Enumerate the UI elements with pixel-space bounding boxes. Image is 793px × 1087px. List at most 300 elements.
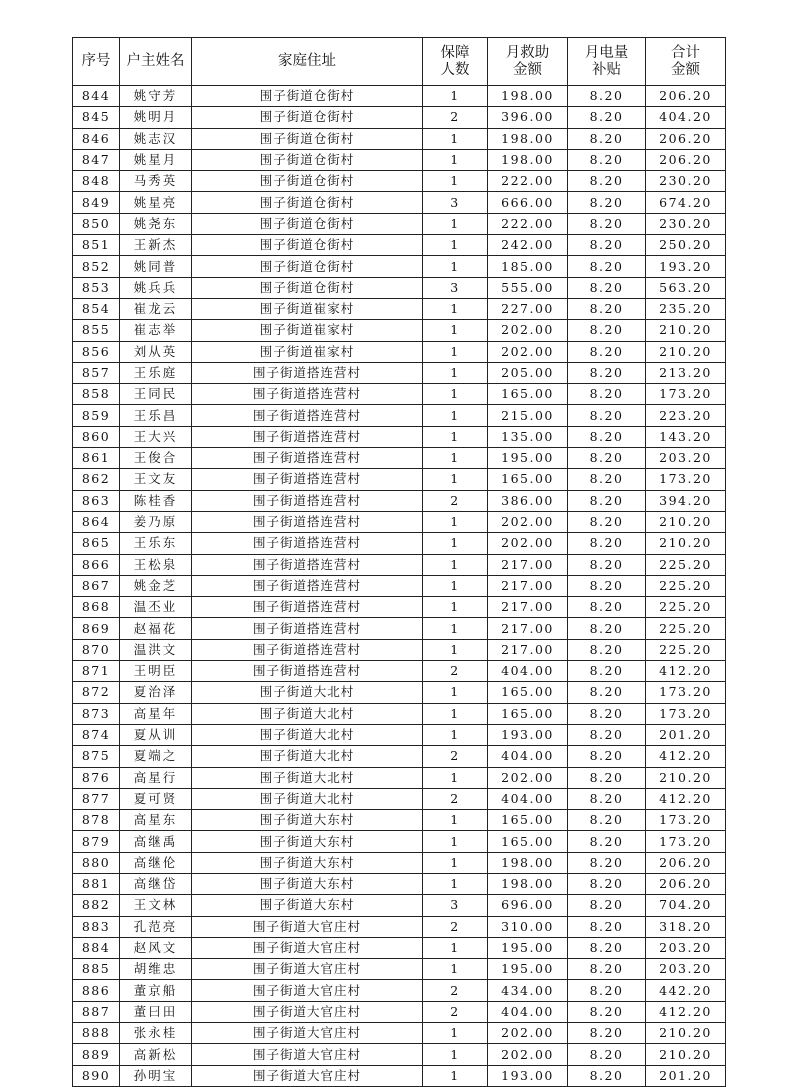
cell-address: 围子街道大官庄村 (192, 937, 423, 958)
table-row (73, 1001, 726, 1022)
cell-name: 温洪文 (120, 639, 192, 660)
cell-index: 856 (73, 341, 120, 362)
cell-name: 王新杰 (120, 235, 192, 256)
cell-elec: 8.20 (568, 213, 646, 234)
cell-address: 围子街道崔家村 (192, 298, 423, 319)
cell-aid: 217.00 (488, 554, 568, 575)
cell-aid: 202.00 (488, 511, 568, 532)
table-row (73, 192, 726, 213)
cell-persons: 1 (423, 810, 488, 831)
table-row (73, 128, 726, 149)
cell-total: 213.20 (646, 362, 726, 383)
cell-name: 姚星月 (120, 149, 192, 170)
cell-total: 225.20 (646, 575, 726, 596)
table-row (73, 171, 726, 192)
cell-elec: 8.20 (568, 149, 646, 170)
cell-persons: 1 (423, 767, 488, 788)
cell-index: 844 (73, 86, 120, 107)
cell-elec: 8.20 (568, 597, 646, 618)
cell-aid: 198.00 (488, 86, 568, 107)
cell-aid: 404.00 (488, 661, 568, 682)
cell-address: 围子街道仓街村 (192, 235, 423, 256)
cell-total: 210.20 (646, 1023, 726, 1044)
cell-address: 围子街道大东村 (192, 831, 423, 852)
cell-persons: 1 (423, 341, 488, 362)
cell-name: 高继伦 (120, 852, 192, 873)
cell-total: 210.20 (646, 1044, 726, 1065)
cell-aid: 198.00 (488, 873, 568, 894)
cell-total: 412.20 (646, 1001, 726, 1022)
cell-elec: 8.20 (568, 256, 646, 277)
cell-aid: 202.00 (488, 320, 568, 341)
header-aid-line1: 月救助 (505, 44, 550, 61)
cell-address: 围子街道搭连营村 (192, 362, 423, 383)
cell-elec: 8.20 (568, 469, 646, 490)
cell-name: 陈桂香 (120, 490, 192, 511)
cell-persons: 3 (423, 895, 488, 916)
cell-total: 143.20 (646, 426, 726, 447)
cell-total: 250.20 (646, 235, 726, 256)
cell-total: 173.20 (646, 384, 726, 405)
cell-index: 866 (73, 554, 120, 575)
cell-name: 王俊合 (120, 448, 192, 469)
cell-index: 876 (73, 767, 120, 788)
cell-aid: 195.00 (488, 959, 568, 980)
cell-persons: 1 (423, 256, 488, 277)
cell-index: 882 (73, 895, 120, 916)
cell-index: 861 (73, 448, 120, 469)
cell-address: 围子街道搭连营村 (192, 469, 423, 490)
cell-index: 849 (73, 192, 120, 213)
cell-total: 225.20 (646, 597, 726, 618)
cell-aid: 386.00 (488, 490, 568, 511)
table-row (73, 831, 726, 852)
cell-aid: 165.00 (488, 682, 568, 703)
cell-aid: 195.00 (488, 448, 568, 469)
cell-address: 围子街道大官庄村 (192, 1065, 423, 1086)
cell-address: 围子街道大北村 (192, 746, 423, 767)
table-row (73, 767, 726, 788)
cell-address: 围子街道大东村 (192, 810, 423, 831)
cell-persons: 1 (423, 597, 488, 618)
cell-elec: 8.20 (568, 490, 646, 511)
cell-total: 210.20 (646, 341, 726, 362)
table-row (73, 852, 726, 873)
cell-aid: 193.00 (488, 724, 568, 745)
cell-aid: 242.00 (488, 235, 568, 256)
cell-address: 围子街道搭连营村 (192, 639, 423, 660)
cell-persons: 1 (423, 575, 488, 596)
cell-name: 王明臣 (120, 661, 192, 682)
table-row (73, 959, 726, 980)
cell-address: 围子街道仓街村 (192, 149, 423, 170)
cell-address: 围子街道搭连营村 (192, 661, 423, 682)
cell-aid: 198.00 (488, 149, 568, 170)
cell-index: 854 (73, 298, 120, 319)
header-name: 户主姓名 (120, 38, 192, 86)
cell-total: 225.20 (646, 618, 726, 639)
cell-total: 206.20 (646, 86, 726, 107)
cell-name: 王乐东 (120, 533, 192, 554)
cell-persons: 1 (423, 682, 488, 703)
header-persons-line1: 保障 (440, 44, 470, 61)
header-address: 家庭住址 (192, 38, 423, 86)
cell-aid: 165.00 (488, 384, 568, 405)
cell-address: 围子街道仓街村 (192, 128, 423, 149)
cell-name: 姚尧东 (120, 213, 192, 234)
header-index: 序号 (73, 38, 120, 86)
cell-name: 董京船 (120, 980, 192, 1001)
cell-aid: 165.00 (488, 469, 568, 490)
table-row (73, 746, 726, 767)
cell-index: 859 (73, 405, 120, 426)
header-persons (423, 38, 488, 86)
table-row (73, 639, 726, 660)
cell-name: 夏治泽 (120, 682, 192, 703)
table-row (73, 533, 726, 554)
cell-persons: 1 (423, 831, 488, 852)
cell-aid: 696.00 (488, 895, 568, 916)
cell-address: 围子街道搭连营村 (192, 384, 423, 405)
cell-total: 318.20 (646, 916, 726, 937)
header-elec-line1: 月电量 (584, 44, 629, 61)
cell-persons: 1 (423, 703, 488, 724)
header-total-line2: 金额 (671, 61, 700, 78)
cell-persons: 1 (423, 724, 488, 745)
cell-name: 王乐昌 (120, 405, 192, 426)
cell-name: 王乐庭 (120, 362, 192, 383)
cell-aid: 217.00 (488, 597, 568, 618)
cell-aid: 165.00 (488, 703, 568, 724)
table-row (73, 448, 726, 469)
cell-name: 王大兴 (120, 426, 192, 447)
cell-persons: 1 (423, 852, 488, 873)
cell-name: 姚志汉 (120, 128, 192, 149)
cell-persons: 1 (423, 1044, 488, 1065)
cell-elec: 8.20 (568, 1065, 646, 1086)
cell-persons: 2 (423, 661, 488, 682)
cell-total: 206.20 (646, 128, 726, 149)
cell-total: 404.20 (646, 107, 726, 128)
cell-elec: 8.20 (568, 384, 646, 405)
cell-total: 394.20 (646, 490, 726, 511)
cell-total: 206.20 (646, 149, 726, 170)
cell-address: 围子街道崔家村 (192, 341, 423, 362)
cell-address: 围子街道大官庄村 (192, 1023, 423, 1044)
cell-elec: 8.20 (568, 362, 646, 383)
cell-persons: 1 (423, 320, 488, 341)
cell-name: 赵风文 (120, 937, 192, 958)
cell-name: 温丕业 (120, 597, 192, 618)
cell-aid: 205.00 (488, 362, 568, 383)
cell-elec: 8.20 (568, 171, 646, 192)
cell-total: 210.20 (646, 320, 726, 341)
cell-elec: 8.20 (568, 916, 646, 937)
cell-name: 王文林 (120, 895, 192, 916)
relief-table (72, 37, 726, 1087)
cell-aid: 202.00 (488, 533, 568, 554)
cell-address: 围子街道搭连营村 (192, 448, 423, 469)
cell-address: 围子街道搭连营村 (192, 490, 423, 511)
cell-aid: 227.00 (488, 298, 568, 319)
cell-index: 889 (73, 1044, 120, 1065)
cell-elec: 8.20 (568, 937, 646, 958)
cell-total: 412.20 (646, 661, 726, 682)
cell-persons: 3 (423, 192, 488, 213)
cell-total: 173.20 (646, 810, 726, 831)
cell-index: 869 (73, 618, 120, 639)
cell-aid: 198.00 (488, 128, 568, 149)
cell-total: 206.20 (646, 852, 726, 873)
cell-index: 881 (73, 873, 120, 894)
cell-persons: 1 (423, 235, 488, 256)
cell-name: 孔范亮 (120, 916, 192, 937)
cell-aid: 217.00 (488, 618, 568, 639)
cell-persons: 1 (423, 1023, 488, 1044)
table-row (73, 86, 726, 107)
table-header (73, 38, 726, 86)
header-total (646, 38, 726, 86)
cell-persons: 1 (423, 1065, 488, 1086)
cell-name: 董曰田 (120, 1001, 192, 1022)
table-row (73, 511, 726, 532)
cell-name: 姚兵兵 (120, 277, 192, 298)
cell-index: 873 (73, 703, 120, 724)
cell-total: 674.20 (646, 192, 726, 213)
cell-name: 崔志举 (120, 320, 192, 341)
cell-index: 875 (73, 746, 120, 767)
cell-elec: 8.20 (568, 235, 646, 256)
cell-elec: 8.20 (568, 980, 646, 1001)
cell-name: 高星年 (120, 703, 192, 724)
cell-aid: 217.00 (488, 639, 568, 660)
cell-address: 围子街道大北村 (192, 767, 423, 788)
cell-address: 围子街道大东村 (192, 873, 423, 894)
cell-total: 203.20 (646, 937, 726, 958)
cell-name: 王文友 (120, 469, 192, 490)
cell-address: 围子街道大北村 (192, 788, 423, 809)
cell-address: 围子街道仓街村 (192, 107, 423, 128)
cell-persons: 1 (423, 533, 488, 554)
cell-elec: 8.20 (568, 661, 646, 682)
cell-index: 867 (73, 575, 120, 596)
cell-index: 885 (73, 959, 120, 980)
table-body (73, 86, 726, 1087)
header-total-line1: 合计 (671, 44, 700, 61)
cell-index: 862 (73, 469, 120, 490)
cell-name: 夏从训 (120, 724, 192, 745)
cell-elec: 8.20 (568, 852, 646, 873)
cell-elec: 8.20 (568, 107, 646, 128)
cell-aid: 396.00 (488, 107, 568, 128)
table-row (73, 980, 726, 1001)
cell-elec: 8.20 (568, 86, 646, 107)
cell-index: 887 (73, 1001, 120, 1022)
table-row (73, 703, 726, 724)
cell-persons: 1 (423, 959, 488, 980)
cell-total: 173.20 (646, 703, 726, 724)
cell-index: 883 (73, 916, 120, 937)
cell-aid: 217.00 (488, 575, 568, 596)
cell-total: 225.20 (646, 639, 726, 660)
cell-persons: 1 (423, 362, 488, 383)
cell-persons: 1 (423, 618, 488, 639)
cell-total: 206.20 (646, 873, 726, 894)
cell-name: 高星东 (120, 810, 192, 831)
cell-index: 857 (73, 362, 120, 383)
cell-elec: 8.20 (568, 277, 646, 298)
table-row (73, 362, 726, 383)
cell-index: 870 (73, 639, 120, 660)
cell-total: 210.20 (646, 511, 726, 532)
cell-index: 847 (73, 149, 120, 170)
cell-persons: 1 (423, 149, 488, 170)
cell-index: 851 (73, 235, 120, 256)
table-row (73, 575, 726, 596)
cell-index: 874 (73, 724, 120, 745)
table-row (73, 937, 726, 958)
cell-address: 围子街道大官庄村 (192, 1044, 423, 1065)
cell-name: 王松泉 (120, 554, 192, 575)
table-row (73, 277, 726, 298)
cell-persons: 2 (423, 916, 488, 937)
cell-address: 围子街道大官庄村 (192, 959, 423, 980)
cell-aid: 310.00 (488, 916, 568, 937)
cell-elec: 8.20 (568, 533, 646, 554)
cell-total: 223.20 (646, 405, 726, 426)
cell-elec: 8.20 (568, 575, 646, 596)
cell-total: 193.20 (646, 256, 726, 277)
cell-elec: 8.20 (568, 724, 646, 745)
cell-persons: 1 (423, 511, 488, 532)
cell-persons: 2 (423, 746, 488, 767)
cell-elec: 8.20 (568, 618, 646, 639)
cell-aid: 202.00 (488, 767, 568, 788)
cell-address: 围子街道大北村 (192, 682, 423, 703)
table-row (73, 682, 726, 703)
header-elec (568, 38, 646, 86)
cell-persons: 1 (423, 298, 488, 319)
cell-elec: 8.20 (568, 639, 646, 660)
cell-index: 877 (73, 788, 120, 809)
cell-elec: 8.20 (568, 128, 646, 149)
cell-aid: 198.00 (488, 852, 568, 873)
cell-persons: 2 (423, 980, 488, 1001)
cell-index: 888 (73, 1023, 120, 1044)
cell-name: 马秀英 (120, 171, 192, 192)
cell-elec: 8.20 (568, 831, 646, 852)
cell-total: 412.20 (646, 788, 726, 809)
cell-persons: 1 (423, 639, 488, 660)
cell-persons: 2 (423, 490, 488, 511)
cell-persons: 1 (423, 86, 488, 107)
cell-index: 845 (73, 107, 120, 128)
cell-elec: 8.20 (568, 1001, 646, 1022)
table-row (73, 426, 726, 447)
cell-index: 850 (73, 213, 120, 234)
cell-index: 864 (73, 511, 120, 532)
cell-aid: 222.00 (488, 171, 568, 192)
header-aid-line2: 金额 (513, 61, 542, 78)
cell-total: 173.20 (646, 682, 726, 703)
cell-address: 围子街道大官庄村 (192, 980, 423, 1001)
table-row (73, 384, 726, 405)
cell-aid: 434.00 (488, 980, 568, 1001)
cell-name: 高新松 (120, 1044, 192, 1065)
cell-aid: 135.00 (488, 426, 568, 447)
cell-name: 高星行 (120, 767, 192, 788)
table-row (73, 724, 726, 745)
table-row (73, 320, 726, 341)
table-row (73, 788, 726, 809)
cell-aid: 215.00 (488, 405, 568, 426)
header-row (73, 38, 726, 86)
table-row (73, 405, 726, 426)
cell-persons: 1 (423, 937, 488, 958)
cell-persons: 2 (423, 788, 488, 809)
cell-elec: 8.20 (568, 746, 646, 767)
table-row (73, 1023, 726, 1044)
cell-address: 围子街道仓街村 (192, 171, 423, 192)
cell-total: 173.20 (646, 831, 726, 852)
cell-address: 围子街道大东村 (192, 895, 423, 916)
cell-name: 刘从英 (120, 341, 192, 362)
cell-name: 姚同普 (120, 256, 192, 277)
cell-persons: 2 (423, 1001, 488, 1022)
cell-name: 姚明月 (120, 107, 192, 128)
cell-elec: 8.20 (568, 405, 646, 426)
cell-index: 872 (73, 682, 120, 703)
cell-index: 865 (73, 533, 120, 554)
cell-aid: 165.00 (488, 831, 568, 852)
cell-address: 围子街道大北村 (192, 724, 423, 745)
cell-name: 赵福花 (120, 618, 192, 639)
cell-total: 563.20 (646, 277, 726, 298)
cell-elec: 8.20 (568, 703, 646, 724)
cell-total: 225.20 (646, 554, 726, 575)
table-row (73, 895, 726, 916)
cell-total: 230.20 (646, 213, 726, 234)
cell-persons: 2 (423, 107, 488, 128)
cell-persons: 1 (423, 128, 488, 149)
table-row (73, 107, 726, 128)
cell-name: 夏端之 (120, 746, 192, 767)
cell-aid: 404.00 (488, 746, 568, 767)
cell-total: 210.20 (646, 767, 726, 788)
cell-aid: 185.00 (488, 256, 568, 277)
cell-address: 围子街道大东村 (192, 852, 423, 873)
cell-aid: 202.00 (488, 1044, 568, 1065)
cell-aid: 222.00 (488, 213, 568, 234)
cell-aid: 202.00 (488, 1023, 568, 1044)
table-row (73, 469, 726, 490)
cell-elec: 8.20 (568, 895, 646, 916)
cell-address: 围子街道仓街村 (192, 277, 423, 298)
cell-elec: 8.20 (568, 298, 646, 319)
cell-total: 230.20 (646, 171, 726, 192)
cell-name: 胡维忠 (120, 959, 192, 980)
cell-index: 880 (73, 852, 120, 873)
cell-total: 442.20 (646, 980, 726, 1001)
header-persons-line2: 人数 (440, 61, 470, 78)
table-row (73, 213, 726, 234)
cell-address: 围子街道大北村 (192, 703, 423, 724)
table-row (73, 661, 726, 682)
cell-persons: 1 (423, 448, 488, 469)
cell-name: 姚守芳 (120, 86, 192, 107)
table-row (73, 810, 726, 831)
cell-address: 围子街道仓街村 (192, 192, 423, 213)
